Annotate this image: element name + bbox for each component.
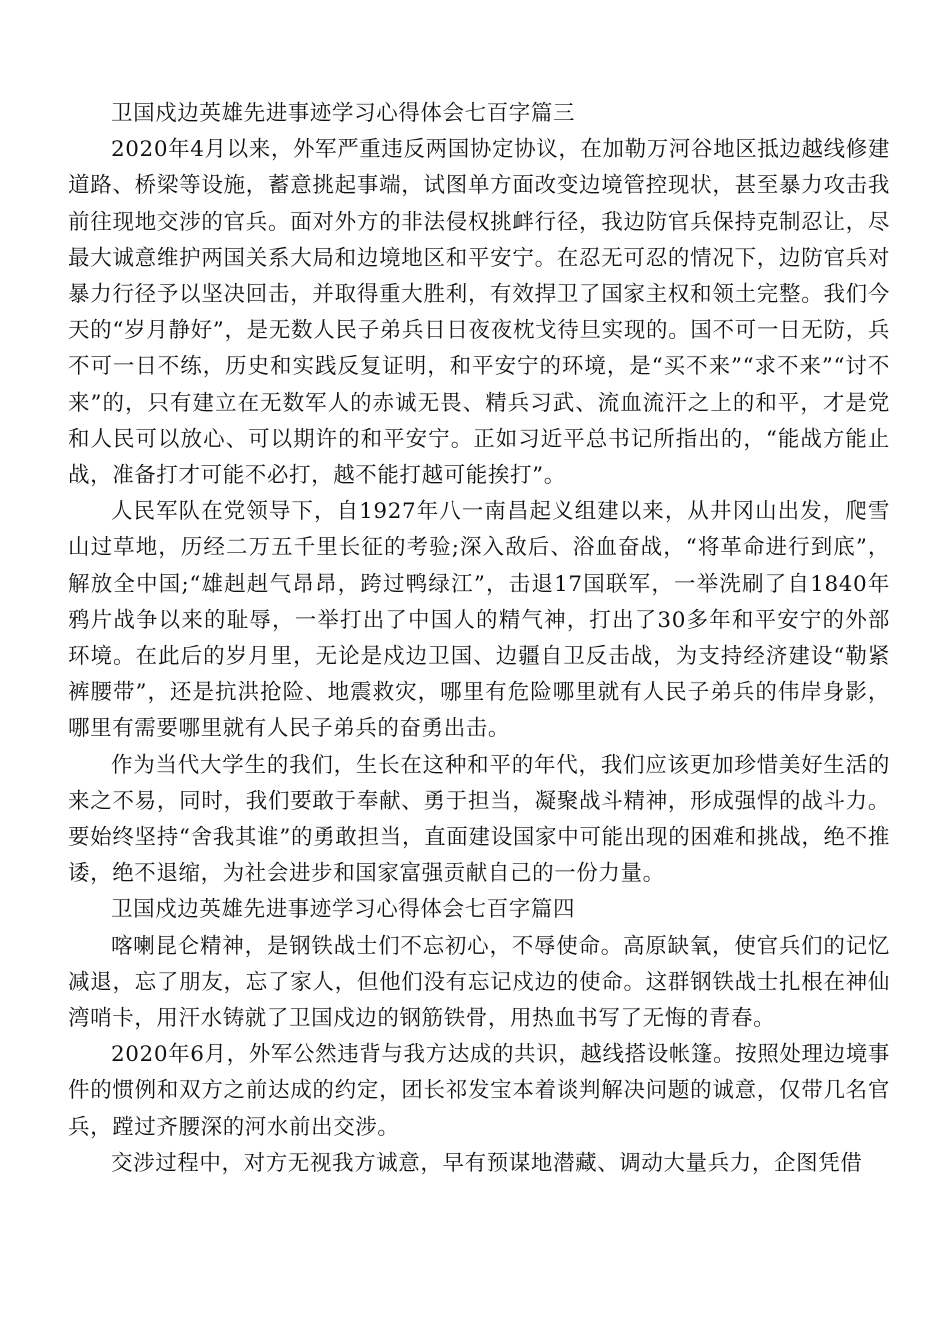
paragraph: 交涉过程中，对方无视我方诚意，早有预谋地潜藏、调动大量兵力，企图凭借 — [111, 1150, 863, 1176]
paragraph: 作为当代大学生的我们，生长在这种和平的年代，我们应该更加珍惜美好生活的来之不易，同时，我们要敢于奉献、勇于担当，凝聚战斗精神，形成强悍的战斗力。要始终坚持“舍我其谁”的勇敢担当，直面建设国家中可能出现的困难和挑战，绝不推诿，绝不退缩，为社会进步和国家富强贡献自己的一份力量。 — [68, 752, 890, 887]
document-page — [68, 96, 890, 1182]
section-heading-3: 卫国戍边英雄先进事迹学习心得体会七百字篇三 — [111, 101, 576, 126]
paragraph: 2020年6月，外军公然违背与我方达成的共识，越线搭设帐篷。按照处理边境事件的惯例和双方之前达成的约定，团长祁发宝本着谈判解决问题的诚意，仅带几名官兵，蹚过齐腰深的河水前出交涉。 — [68, 1042, 890, 1140]
paragraph: 2020年4月以来，外军严重违反两国协定协议，在加勒万河谷地区抵边越线修建道路、桥梁等设施，蓄意挑起事端，试图单方面改变边境管控现状，甚至暴力攻击我前往现地交涉的官兵。面对外方的非法侵权挑衅行径，我边防官兵保持克制忍让，尽最大诚意维护两国关系大局和边境地区和平安宁。在忍无可忍的情况下，边防官兵对暴力行径予以坚决回击，并取得重大胜利，有效捍卫了国家主权和领土完整。我们今天的“岁月静好”，是无数人民子弟兵日日夜夜枕戈待旦实现的。国不可一日无防，兵不可一日不练，历史和实践反复证明，和平安宁的环境，是“买不来”“求不来”“讨不来”的，只有建立在无数军人的赤诚无畏、精兵习武、流血流汗之上的和平，才是党和人民可以放心、可以期许的和平安宁。正如习近平总书记所指出的，“能战方能止战，准备打才可能不必打，越不能打越可能挨打”。 — [68, 137, 890, 489]
paragraph: 人民军队在党领导下，自1927年八一南昌起义组建以来，从井冈山出发，爬雪山过草地，历经二万五千里长征的考验;深入敌后、浴血奋战，“将革命进行到底”，解放全中国;“雄赳赳气昂昂，跨过鸭绿江”，击退17国联军，一举洗刷了自1840年鸦片战争以来的耻辱，一举打出了中国人的精气神，打出了30多年和平安宁的外部环境。在此后的岁月里，无论是戍边卫国、边疆自卫反击战，为支持经济建设“勒紧裤腰带”，还是抗洪抢险、地震救灾，哪里有危险哪里就有人民子弟兵的伟岸身影，哪里有需要哪里就有人民子弟兵的奋勇出击。 — [68, 499, 890, 742]
paragraph: 喀喇昆仑精神，是钢铁战士们不忘初心，不辱使命。高原缺氧，使官兵们的记忆减退，忘了朋友，忘了家人，但他们没有忘记戍边的使命。这群钢铁战士扎根在神仙湾哨卡，用汗水铸就了卫国戍边的钢筋铁骨，用热血书写了无悔的青春。 — [68, 933, 890, 1032]
section-heading-4: 卫国戍边英雄先进事迹学习心得体会七百字篇四 — [111, 897, 576, 923]
